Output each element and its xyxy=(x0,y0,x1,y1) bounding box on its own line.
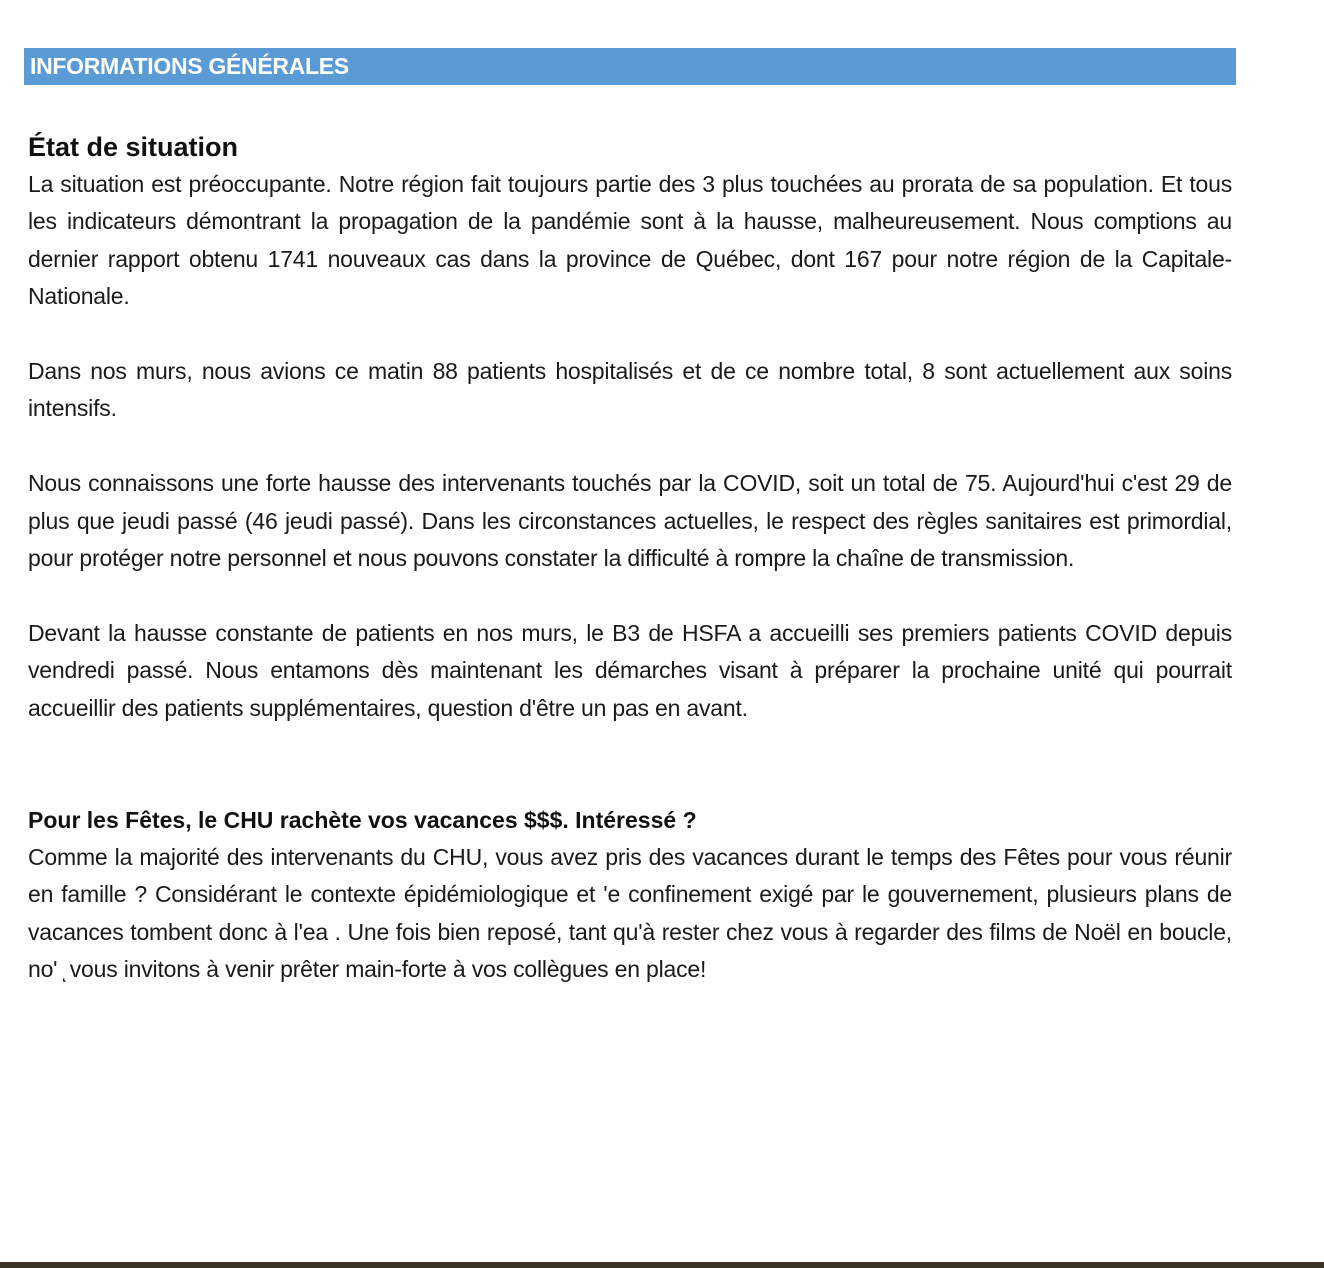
paragraph-spacer xyxy=(28,428,1232,465)
vacation-buyback-heading: Pour les Fêtes, le CHU rachète vos vacances $$$. Intéressé ? xyxy=(28,807,697,834)
situation-paragraph-3: Nous connaissons une forte hausse des intervenants touchés par la COVID, soit un total de 75. Aujourd'hui c'est 29 de plus que jeudi passé (46 jeudi passé). Dans les circonstances actuelles, le respect des règles sanitaires est primordial, pour protéger notre personnel et nous pouvons constater la difficulté à rompre la chaîne de transmission. xyxy=(28,470,1232,572)
section-header-bar xyxy=(24,48,1236,85)
section-header-title: INFORMATIONS GÉNÉRALES xyxy=(30,53,349,79)
paragraph-spacer xyxy=(28,316,1232,353)
section-spacer xyxy=(28,727,1232,801)
situation-paragraph-2: Dans nos murs, nous avions ce matin 88 patients hospitalisés et de ce nombre total, 8 sont actuellement aux soins intensifs. xyxy=(28,358,1232,422)
bottom-edge-strip xyxy=(0,1262,1324,1268)
vacation-buyback-paragraph: Comme la majorité des intervenants du CHU, vous avez pris des vacances durant le temps des Fêtes pour vous réunir en famille ? Considérant le contexte épidémiologique et 'e confinement exigé par le gouvernement, plusieurs plans de vacances tombent donc à l'ea . Une fois bien reposé, tant qu'à rester chez vous à regarder des films de Noël en boucle, no' ͅ vous invitons à venir prêter main-forte à vos collègues en place! xyxy=(28,844,1232,983)
situation-paragraph-1: La situation est préoccupante. Notre région fait toujours partie des 3 plus touchées au prorata de sa population. Et tous les indicateurs démontrant la propagation de la pandémie sont à la hausse, malheureusement. Nous comptions au dernier rapport obtenu 1741 nouveaux cas dans la province de Québec, dont 167 pour notre région de la Capitale-Nationale. xyxy=(28,171,1232,310)
situation-paragraph-4: Devant la hausse constante de patients en nos murs, le B3 de HSFA a accueilli ses premiers patients COVID depuis vendredi passé. Nous entamons dès maintenant les démarches visant à préparer la prochaine unité qui pourrait accueillir des patients supplémentaires, question d'être un pas en avant. xyxy=(28,619,1232,721)
situation-heading: État de situation xyxy=(28,132,239,162)
document-content xyxy=(28,128,1232,989)
paragraph-spacer xyxy=(28,577,1232,614)
